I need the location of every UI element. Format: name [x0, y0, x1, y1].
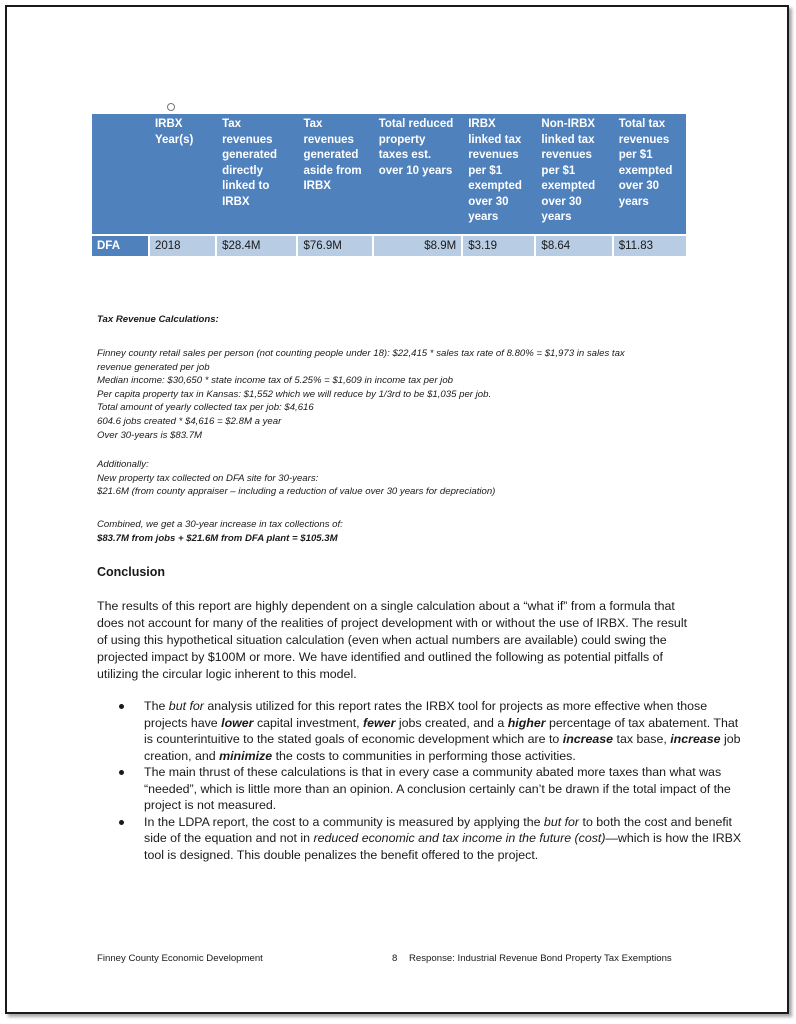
additional-block [97, 458, 697, 499]
combined-total: $83.7M from jobs + $21.6M from DFA plant = $105.3M [97, 532, 338, 544]
calc-line: revenue generated per job [97, 361, 210, 373]
bullet-icon [119, 704, 124, 709]
text: —which is how the IRBX tool is designed. This double penalizes the benefit offered to the project. [144, 831, 742, 862]
text: In the LDPA report, the cost to a community is measured by applying the [144, 814, 544, 829]
additional-line: New property tax collected on DFA site for 30-years: [97, 472, 319, 484]
text: analysis utilized for this report rates the IRBX tool for projects as more effective when those projects have [144, 699, 708, 730]
text: The main thrust of these calculations is that in every case a community abated more taxes than what was “needed”, which is little more than an opinion. A conclusion certainly can’t be drawn if the total impact of the project is not measured. [144, 765, 731, 812]
calculations-heading-text: Tax Revenue Calculations: [97, 314, 219, 325]
calc-line: Finney county retail sales per person (not counting people under 18): $22,415 * sales tax rate of 8.80% = $1,973 in sales tax [97, 348, 625, 359]
cell-non-irbx-per-dollar: $8.64 [535, 235, 612, 256]
cell-irbx-per-dollar: $3.19 [462, 235, 535, 256]
emphasis: higher [507, 715, 546, 730]
cell-reduced-taxes: $8.9M [373, 235, 463, 256]
text: tax base, [613, 732, 671, 746]
header-non-irbx-per-dollar: Non-IRBX linked tax revenues per $1 exempted over 30 years [535, 114, 612, 235]
footer-organization: Finney County Economic Development [97, 953, 263, 964]
emphasis: increase [670, 732, 721, 746]
calculations-heading [97, 313, 219, 327]
irbx-tax-table [92, 114, 686, 256]
cell-irbx-year: 2018 [149, 235, 216, 256]
cell-total-per-dollar: $11.83 [613, 235, 686, 256]
table-header-row [92, 114, 686, 235]
additional-line: $21.6M (from county appraiser – including a reduction of value over 30 years for depreciation) [97, 486, 496, 498]
list-item [144, 814, 744, 864]
conclusion-heading: Conclusion [97, 565, 166, 579]
emphasis: reduced economic and tax income in the future (cost) [313, 831, 606, 845]
calc-line: Over 30-years is $83.7M [97, 429, 203, 441]
header-non-irbx-revenue: Tax revenues generated aside from IRBX [297, 114, 372, 235]
cell-direct-revenue: $28.4M [216, 235, 297, 256]
text: The [144, 699, 169, 713]
combined-line: Combined, we get a 30-year increase in tax collections of: [97, 519, 343, 530]
header-total-per-dollar: Total tax revenues per $1 exempted over 30 years [613, 114, 686, 235]
list-item [144, 764, 744, 814]
text: job creation, and [144, 732, 741, 763]
emphasis: but for [543, 814, 580, 829]
combined-block [97, 518, 697, 545]
cell-non-irbx-revenue: $76.9M [297, 235, 372, 256]
footer-document-title: Response: Industrial Revenue Bond Property Tax Exemptions [409, 953, 672, 964]
conclusion-paragraph: The results of this report are highly dependent on a single calculation about a “what if” from a formula that does not account for many of the realities of project development with or without the use of IRBX. The result of using this hypothetical situation calculation (even when actual numbers are available) could swing the projected impact by $100M or more. We have identified and outlined the following as potential pitfalls of utilizing the circular logic inherent to this model. [97, 599, 688, 681]
calc-line: Median income: $30,650 * state income tax of 5.25% = $1,609 in income tax per job [97, 375, 453, 387]
header-irbx-year: IRBX Year(s) [149, 114, 216, 235]
calc-line: Total amount of yearly collected tax per job: $4,616 [97, 402, 314, 414]
calc-line: Per capita property tax in Kansas: $1,552 which we will reduce by 1/3rd to be $1,035 per job. [97, 388, 492, 400]
text: jobs created, and a [395, 715, 508, 730]
text: to both the cost and benefit side of the equation and not in [144, 814, 732, 845]
bullet-icon [119, 820, 124, 825]
header-project [92, 114, 149, 235]
text: the costs to communities in performing those activities. [272, 748, 576, 763]
list-item [144, 698, 744, 764]
text: capital investment, [253, 715, 364, 730]
header-irbx-per-dollar: IRBX linked tax revenues per $1 exempted over 30 years [462, 114, 535, 235]
cell-project: DFA [92, 235, 149, 256]
header-reduced-taxes: Total reduced property taxes est. over 10 years [373, 114, 463, 235]
emphasis: minimize [219, 748, 273, 763]
calculations-block [97, 347, 697, 442]
object-anchor-icon [167, 103, 175, 111]
emphasis: lower [221, 715, 254, 730]
bullet-icon [119, 770, 124, 775]
calc-line: 604.6 jobs created * $4,616 = $2.8M a year [97, 415, 282, 427]
emphasis: fewer [363, 715, 396, 730]
emphasis: but for [168, 699, 204, 713]
table-row [92, 235, 686, 256]
footer-page-number: 8 [392, 953, 398, 964]
additional-line: Additionally: [97, 459, 149, 470]
pitfalls-list [97, 698, 744, 863]
text: percentage of tax abatement. That is counterintuitive to the stated goals of economic development which are to [144, 715, 739, 746]
emphasis: increase [562, 732, 614, 746]
header-direct-revenue: Tax revenues generated directly linked to IRBX [216, 114, 297, 235]
